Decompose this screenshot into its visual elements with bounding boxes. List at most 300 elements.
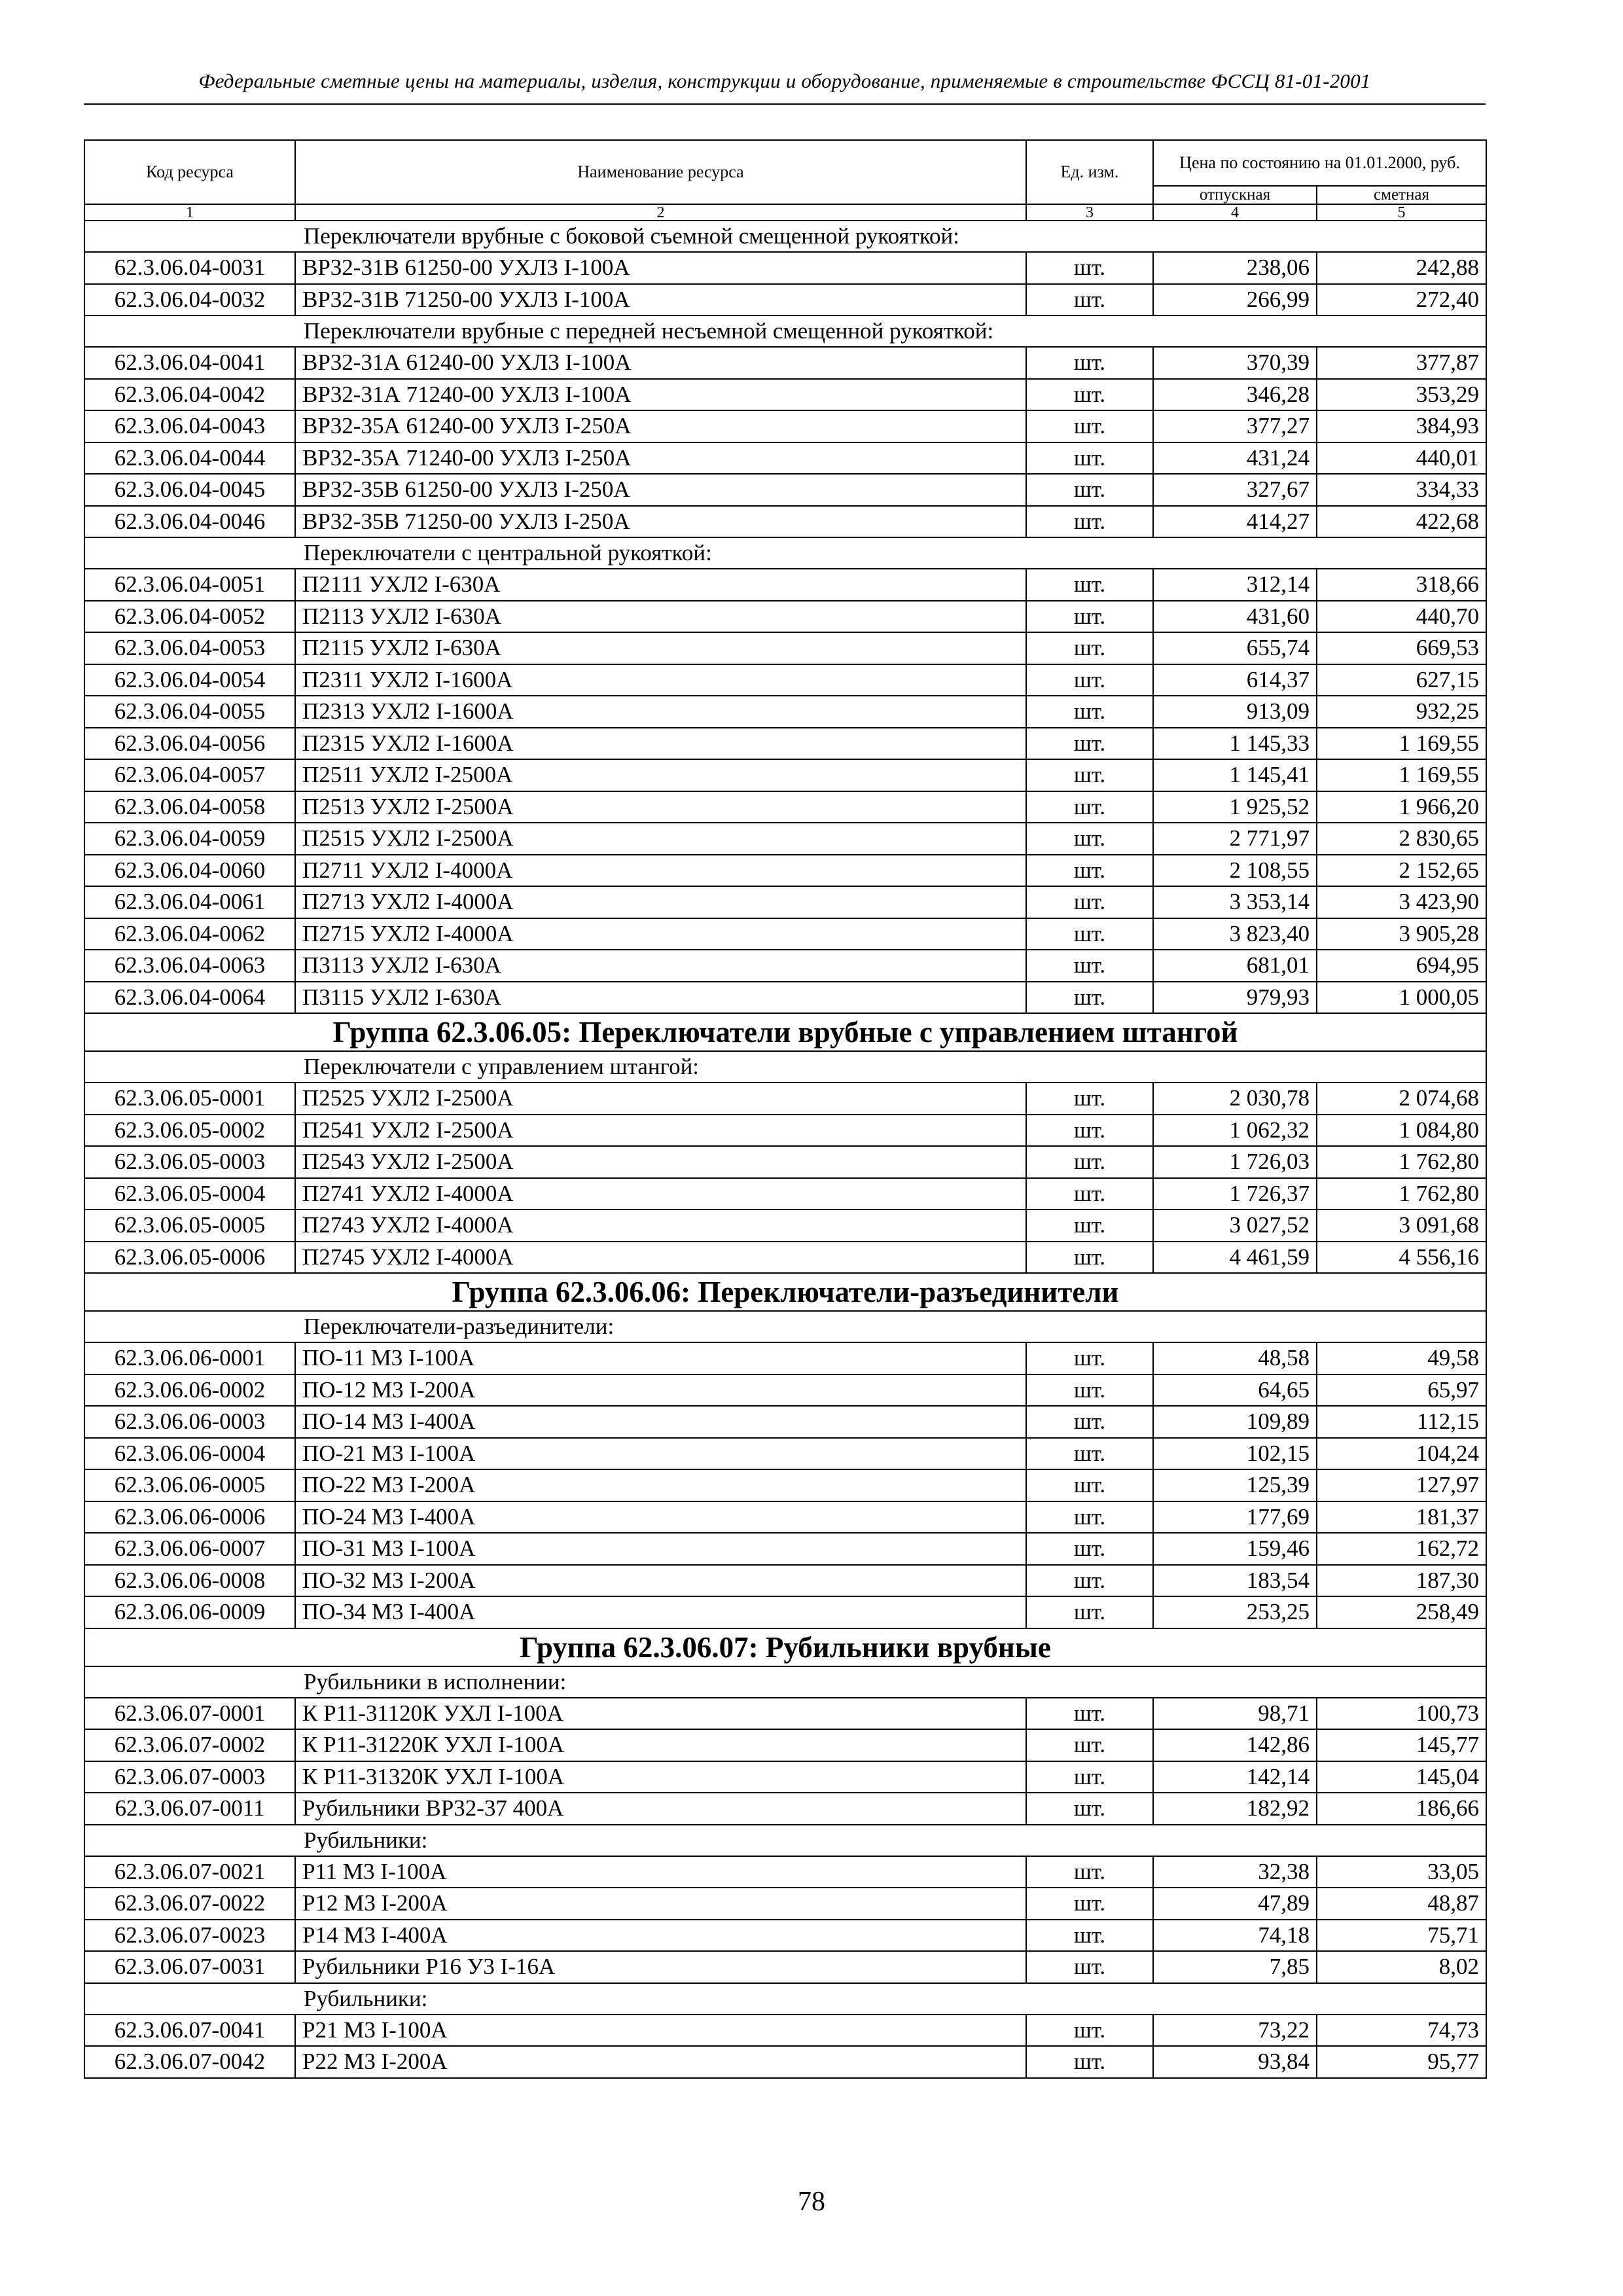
resource-name-cell: ВР32-31В 71250-00 УХЛ3 I-100А <box>295 284 1026 316</box>
resource-code-cell: 62.3.06.04-0058 <box>84 791 295 823</box>
resource-name-cell: П2315 УХЛ2 I-1600А <box>295 728 1026 760</box>
estimate-price-cell: 162,72 <box>1317 1533 1486 1565</box>
resource-name-cell: П2745 УХЛ2 I-4000А <box>295 1242 1026 1274</box>
resource-code-cell: 62.3.06.05-0004 <box>84 1178 295 1210</box>
table-header <box>84 140 1486 221</box>
release-price-cell: 3 027,52 <box>1153 1210 1317 1242</box>
resource-code-cell: 62.3.06.04-0061 <box>84 886 295 918</box>
table-row <box>84 1533 1486 1565</box>
subsection-row <box>84 537 1486 569</box>
resource-code-cell: 62.3.06.07-0011 <box>84 1793 295 1825</box>
resource-code-cell: 62.3.06.04-0032 <box>84 284 295 316</box>
group-heading: Группа 62.3.06.06: Переключатели-разъединители <box>84 1273 1486 1311</box>
subsection-row <box>84 315 1486 347</box>
running-header: Федеральные сметные цены на материалы, изделия, конструкции и оборудование, применяемые в строительстве ФССЦ 81-01-2001 <box>198 69 1371 92</box>
release-price-cell: 431,60 <box>1153 601 1317 633</box>
subsection-title: Рубильники: <box>84 1983 1486 2015</box>
table-row <box>84 1596 1486 1628</box>
resource-name-cell: ПО-24 М3 I-400А <box>295 1501 1026 1534</box>
unit-cell: шт. <box>1026 569 1153 601</box>
release-price-cell: 7,85 <box>1153 1951 1317 1983</box>
unit-cell: шт. <box>1026 1951 1153 1983</box>
estimate-price-cell: 694,95 <box>1317 950 1486 982</box>
unit-cell: шт. <box>1026 664 1153 696</box>
estimate-price-cell: 33,05 <box>1317 1856 1486 1888</box>
table-row <box>84 1406 1486 1438</box>
release-price-cell: 1 062,32 <box>1153 1115 1317 1147</box>
unit-cell: шт. <box>1026 1438 1153 1470</box>
table-row <box>84 410 1486 442</box>
table-row <box>84 1342 1486 1374</box>
release-price-cell: 73,22 <box>1153 2015 1317 2047</box>
resource-code-cell: 62.3.06.04-0046 <box>84 506 295 538</box>
unit-cell: шт. <box>1026 1342 1153 1374</box>
unit-cell: шт. <box>1026 982 1153 1014</box>
resource-code-cell: 62.3.06.05-0001 <box>84 1083 295 1115</box>
resource-code-cell: 62.3.06.06-0004 <box>84 1438 295 1470</box>
resource-code-cell: 62.3.06.04-0043 <box>84 410 295 442</box>
table-row <box>84 664 1486 696</box>
table-row <box>84 1729 1486 1761</box>
estimate-price-cell: 272,40 <box>1317 284 1486 316</box>
resource-name-cell: К Р11-31220К УХЛ I-100А <box>295 1729 1026 1761</box>
resource-name-cell: П2715 УХЛ2 I-4000А <box>295 918 1026 950</box>
resource-code-cell: 62.3.06.07-0031 <box>84 1951 295 1983</box>
estimate-price-cell: 145,77 <box>1317 1729 1486 1761</box>
subsection-row <box>84 1051 1486 1083</box>
release-price-cell: 3 353,14 <box>1153 886 1317 918</box>
table-row <box>84 1083 1486 1115</box>
release-price-cell: 159,46 <box>1153 1533 1317 1565</box>
resource-code-cell: 62.3.06.04-0055 <box>84 696 295 728</box>
estimate-price-cell: 181,37 <box>1317 1501 1486 1534</box>
table-row <box>84 1856 1486 1888</box>
release-price-cell: 1 925,52 <box>1153 791 1317 823</box>
estimate-price-cell: 3 423,90 <box>1317 886 1486 918</box>
resource-name-cell: П2525 УХЛ2 I-2500А <box>295 1083 1026 1115</box>
group-heading-row <box>84 1013 1486 1051</box>
estimate-price-cell: 48,87 <box>1317 1888 1486 1920</box>
estimate-price-cell: 1 169,55 <box>1317 728 1486 760</box>
resource-code-cell: 62.3.06.04-0044 <box>84 442 295 475</box>
subsection-row <box>84 221 1486 252</box>
unit-cell: шт. <box>1026 1698 1153 1730</box>
subsection-title: Переключатели врубные с передней несъемной смещенной рукояткой: <box>84 315 1486 347</box>
resource-name-cell: П2313 УХЛ2 I-1600А <box>295 696 1026 728</box>
resource-code-cell: 62.3.06.07-0001 <box>84 1698 295 1730</box>
release-price-cell: 431,24 <box>1153 442 1317 475</box>
estimate-price-cell: 1 169,55 <box>1317 759 1486 791</box>
unit-cell: шт. <box>1026 1596 1153 1628</box>
release-price-cell: 98,71 <box>1153 1698 1317 1730</box>
estimate-price-cell: 1 762,80 <box>1317 1146 1486 1178</box>
table-row <box>84 1501 1486 1534</box>
unit-cell: шт. <box>1026 347 1153 379</box>
table-row <box>84 1888 1486 1920</box>
resource-name-cell: ПО-22 М3 I-200А <box>295 1469 1026 1501</box>
unit-cell: шт. <box>1026 1242 1153 1274</box>
col-num: 3 <box>1026 204 1153 221</box>
table-row <box>84 1146 1486 1178</box>
unit-cell: шт. <box>1026 1729 1153 1761</box>
resource-name-cell: П3115 УХЛ2 I-630А <box>295 982 1026 1014</box>
table-row <box>84 1951 1486 1983</box>
table-row <box>84 2015 1486 2047</box>
estimate-price-cell: 65,97 <box>1317 1374 1486 1407</box>
table-row <box>84 252 1486 284</box>
release-price-cell: 109,89 <box>1153 1406 1317 1438</box>
resource-code-cell: 62.3.06.04-0057 <box>84 759 295 791</box>
estimate-price-cell: 112,15 <box>1317 1406 1486 1438</box>
resource-name-cell: ВР32-35А 61240-00 УХЛ3 I-250А <box>295 410 1026 442</box>
resource-name-cell: ПО-32 М3 I-200А <box>295 1565 1026 1597</box>
resource-name-cell: П2311 УХЛ2 I-1600А <box>295 664 1026 696</box>
release-price-cell: 177,69 <box>1153 1501 1317 1534</box>
header-rule <box>84 103 1486 105</box>
estimate-price-cell: 377,87 <box>1317 347 1486 379</box>
resource-name-cell: ПО-14 М3 I-400А <box>295 1406 1026 1438</box>
resource-code-cell: 62.3.06.04-0054 <box>84 664 295 696</box>
table-row <box>84 918 1486 950</box>
release-price-cell: 238,06 <box>1153 252 1317 284</box>
release-price-cell: 979,93 <box>1153 982 1317 1014</box>
group-heading: Группа 62.3.06.07: Рубильники врубные <box>84 1628 1486 1666</box>
release-price-cell: 64,65 <box>1153 1374 1317 1407</box>
resource-code-cell: 62.3.06.06-0002 <box>84 1374 295 1407</box>
unit-cell: шт. <box>1026 474 1153 506</box>
unit-cell: шт. <box>1026 1793 1153 1825</box>
table-row <box>84 1793 1486 1825</box>
unit-cell: шт. <box>1026 1533 1153 1565</box>
table-row <box>84 1565 1486 1597</box>
table-row <box>84 1469 1486 1501</box>
table-row <box>84 284 1486 316</box>
resource-code-cell: 62.3.06.04-0053 <box>84 632 295 664</box>
release-price-cell: 182,92 <box>1153 1793 1317 1825</box>
release-price-cell: 3 823,40 <box>1153 918 1317 950</box>
col-estimate-header: сметная <box>1317 186 1486 204</box>
unit-cell: шт. <box>1026 1761 1153 1793</box>
release-price-cell: 125,39 <box>1153 1469 1317 1501</box>
unit-cell: шт. <box>1026 1501 1153 1534</box>
estimate-price-cell: 3 905,28 <box>1317 918 1486 950</box>
column-numbers-row <box>84 204 1486 221</box>
group-heading-row <box>84 1628 1486 1666</box>
estimate-price-cell: 74,73 <box>1317 2015 1486 2047</box>
release-price-cell: 2 771,97 <box>1153 823 1317 855</box>
estimate-price-cell: 1 762,80 <box>1317 1178 1486 1210</box>
table-row <box>84 950 1486 982</box>
resource-name-cell: Р11 М3 I-100А <box>295 1856 1026 1888</box>
resource-code-cell: 62.3.06.07-0003 <box>84 1761 295 1793</box>
release-price-cell: 93,84 <box>1153 2046 1317 2078</box>
resource-code-cell: 62.3.06.06-0003 <box>84 1406 295 1438</box>
estimate-price-cell: 1 084,80 <box>1317 1115 1486 1147</box>
unit-cell: шт. <box>1026 2015 1153 2047</box>
table-row <box>84 347 1486 379</box>
resource-code-cell: 62.3.06.06-0005 <box>84 1469 295 1501</box>
unit-cell: шт. <box>1026 855 1153 887</box>
table-row <box>84 823 1486 855</box>
resource-name-cell: К Р11-31320К УХЛ I-100А <box>295 1761 1026 1793</box>
table-row <box>84 696 1486 728</box>
unit-cell: шт. <box>1026 442 1153 475</box>
col-release-header: отпускная <box>1153 186 1317 204</box>
release-price-cell: 370,39 <box>1153 347 1317 379</box>
release-price-cell: 913,09 <box>1153 696 1317 728</box>
table-row <box>84 759 1486 791</box>
col-name-header: Наименование ресурса <box>295 140 1026 204</box>
resource-name-cell: П2111 УХЛ2 I-630А <box>295 569 1026 601</box>
table-row <box>84 2046 1486 2078</box>
release-price-cell: 346,28 <box>1153 379 1317 411</box>
unit-cell: шт. <box>1026 1146 1153 1178</box>
resource-code-cell: 62.3.06.04-0045 <box>84 474 295 506</box>
unit-cell: шт. <box>1026 284 1153 316</box>
estimate-price-cell: 100,73 <box>1317 1698 1486 1730</box>
unit-cell: шт. <box>1026 379 1153 411</box>
release-price-cell: 2 030,78 <box>1153 1083 1317 1115</box>
table-row <box>84 601 1486 633</box>
release-price-cell: 1 145,33 <box>1153 728 1317 760</box>
estimate-price-cell: 75,71 <box>1317 1920 1486 1952</box>
release-price-cell: 614,37 <box>1153 664 1317 696</box>
unit-cell: шт. <box>1026 252 1153 284</box>
resource-name-cell: П3113 УХЛ2 I-630А <box>295 950 1026 982</box>
resource-code-cell: 62.3.06.04-0056 <box>84 728 295 760</box>
resource-name-cell: ВР32-35В 71250-00 УХЛ3 I-250А <box>295 506 1026 538</box>
resource-code-cell: 62.3.06.04-0052 <box>84 601 295 633</box>
col-code-header: Код ресурса <box>84 140 295 204</box>
estimate-price-cell: 95,77 <box>1317 2046 1486 2078</box>
release-price-cell: 1 726,03 <box>1153 1146 1317 1178</box>
resource-code-cell: 62.3.06.07-0022 <box>84 1888 295 1920</box>
col-num: 4 <box>1153 204 1317 221</box>
estimate-price-cell: 258,49 <box>1317 1596 1486 1628</box>
subsection-title: Переключатели с центральной рукояткой: <box>84 537 1486 569</box>
release-price-cell: 32,38 <box>1153 1856 1317 1888</box>
resource-code-cell: 62.3.06.04-0062 <box>84 918 295 950</box>
estimate-price-cell: 4 556,16 <box>1317 1242 1486 1274</box>
estimate-price-cell: 440,01 <box>1317 442 1486 475</box>
resource-code-cell: 62.3.06.04-0051 <box>84 569 295 601</box>
release-price-cell: 1 726,37 <box>1153 1178 1317 1210</box>
group-heading: Группа 62.3.06.05: Переключатели врубные с управлением штангой <box>84 1013 1486 1051</box>
resource-code-cell: 62.3.06.05-0005 <box>84 1210 295 1242</box>
release-price-cell: 266,99 <box>1153 284 1317 316</box>
unit-cell: шт. <box>1026 1888 1153 1920</box>
resource-code-cell: 62.3.06.05-0002 <box>84 1115 295 1147</box>
estimate-price-cell: 440,70 <box>1317 601 1486 633</box>
resource-name-cell: К Р11-31120К УХЛ I-100А <box>295 1698 1026 1730</box>
release-price-cell: 377,27 <box>1153 410 1317 442</box>
unit-cell: шт. <box>1026 2046 1153 2078</box>
estimate-price-cell: 2 074,68 <box>1317 1083 1486 1115</box>
release-price-cell: 655,74 <box>1153 632 1317 664</box>
resource-code-cell: 62.3.06.06-0008 <box>84 1565 295 1597</box>
subsection-title: Рубильники в исполнении: <box>84 1666 1486 1698</box>
table-row <box>84 1761 1486 1793</box>
resource-name-cell: Р14 М3 I-400А <box>295 1920 1026 1952</box>
resource-name-cell: ВР32-35А 71240-00 УХЛ3 I-250А <box>295 442 1026 475</box>
resource-code-cell: 62.3.06.05-0003 <box>84 1146 295 1178</box>
resource-code-cell: 62.3.06.04-0059 <box>84 823 295 855</box>
unit-cell: шт. <box>1026 1178 1153 1210</box>
resource-name-cell: П2115 УХЛ2 I-630А <box>295 632 1026 664</box>
unit-cell: шт. <box>1026 1115 1153 1147</box>
subsection-row <box>84 1311 1486 1342</box>
table-row <box>84 1115 1486 1147</box>
subsection-row <box>84 1983 1486 2015</box>
col-price-header: Цена по состоянию на 01.01.2000, руб. <box>1153 140 1486 186</box>
estimate-price-cell: 186,66 <box>1317 1793 1486 1825</box>
resource-name-cell: ПО-34 М3 I-400А <box>295 1596 1026 1628</box>
estimate-price-cell: 145,04 <box>1317 1761 1486 1793</box>
estimate-price-cell: 353,29 <box>1317 379 1486 411</box>
resource-name-cell: П2513 УХЛ2 I-2500А <box>295 791 1026 823</box>
subsection-row <box>84 1666 1486 1698</box>
estimate-price-cell: 2 152,65 <box>1317 855 1486 887</box>
resource-code-cell: 62.3.06.06-0006 <box>84 1501 295 1534</box>
table-row <box>84 1178 1486 1210</box>
release-price-cell: 1 145,41 <box>1153 759 1317 791</box>
estimate-price-cell: 334,33 <box>1317 474 1486 506</box>
release-price-cell: 48,58 <box>1153 1342 1317 1374</box>
resource-code-cell: 62.3.06.06-0001 <box>84 1342 295 1374</box>
subsection-title: Переключатели-разъединители: <box>84 1311 1486 1342</box>
unit-cell: шт. <box>1026 1565 1153 1597</box>
resource-name-cell: ПО-11 М3 I-100А <box>295 1342 1026 1374</box>
unit-cell: шт. <box>1026 823 1153 855</box>
table-row <box>84 379 1486 411</box>
resource-name-cell: П2511 УХЛ2 I-2500А <box>295 759 1026 791</box>
release-price-cell: 102,15 <box>1153 1438 1317 1470</box>
estimate-price-cell: 422,68 <box>1317 506 1486 538</box>
estimate-price-cell: 1 000,05 <box>1317 982 1486 1014</box>
table-row <box>84 1438 1486 1470</box>
unit-cell: шт. <box>1026 1374 1153 1407</box>
table-row <box>84 1920 1486 1952</box>
estimate-price-cell: 8,02 <box>1317 1951 1486 1983</box>
unit-cell: шт. <box>1026 950 1153 982</box>
unit-cell: шт. <box>1026 1469 1153 1501</box>
release-price-cell: 4 461,59 <box>1153 1242 1317 1274</box>
release-price-cell: 47,89 <box>1153 1888 1317 1920</box>
unit-cell: шт. <box>1026 759 1153 791</box>
estimate-price-cell: 669,53 <box>1317 632 1486 664</box>
resource-name-cell: ВР32-31А 71240-00 УХЛ3 I-100А <box>295 379 1026 411</box>
table-row <box>84 855 1486 887</box>
subsection-title: Переключатели с управлением штангой: <box>84 1051 1486 1083</box>
resource-name-cell: Р22 М3 I-200А <box>295 2046 1026 2078</box>
unit-cell: шт. <box>1026 728 1153 760</box>
resource-name-cell: Рубильники Р16 У3 I-16А <box>295 1951 1026 1983</box>
table-row <box>84 1242 1486 1274</box>
release-price-cell: 74,18 <box>1153 1920 1317 1952</box>
resource-name-cell: Рубильники ВР32-37 400А <box>295 1793 1026 1825</box>
unit-cell: шт. <box>1026 601 1153 633</box>
resource-name-cell: П2741 УХЛ2 I-4000А <box>295 1178 1026 1210</box>
resource-code-cell: 62.3.06.04-0042 <box>84 379 295 411</box>
resource-name-cell: ВР32-35В 61250-00 УХЛ3 I-250А <box>295 474 1026 506</box>
table-row <box>84 474 1486 506</box>
subsection-title: Рубильники: <box>84 1825 1486 1856</box>
resource-name-cell: П2713 УХЛ2 I-4000А <box>295 886 1026 918</box>
estimate-price-cell: 932,25 <box>1317 696 1486 728</box>
release-price-cell: 681,01 <box>1153 950 1317 982</box>
release-price-cell: 2 108,55 <box>1153 855 1317 887</box>
table-row <box>84 1698 1486 1730</box>
resource-name-cell: ПО-31 М3 I-100А <box>295 1533 1026 1565</box>
resource-name-cell: П2541 УХЛ2 I-2500А <box>295 1115 1026 1147</box>
table-row <box>84 569 1486 601</box>
resource-name-cell: П2113 УХЛ2 I-630А <box>295 601 1026 633</box>
resource-code-cell: 62.3.06.04-0063 <box>84 950 295 982</box>
col-num: 1 <box>84 204 295 221</box>
table-row <box>84 1374 1486 1407</box>
table-row <box>84 1210 1486 1242</box>
resource-code-cell: 62.3.06.04-0041 <box>84 347 295 379</box>
resource-name-cell: Р12 М3 I-200А <box>295 1888 1026 1920</box>
resource-code-cell: 62.3.06.06-0007 <box>84 1533 295 1565</box>
col-num: 5 <box>1317 204 1486 221</box>
unit-cell: шт. <box>1026 1856 1153 1888</box>
release-price-cell: 253,25 <box>1153 1596 1317 1628</box>
resource-code-cell: 62.3.06.07-0002 <box>84 1729 295 1761</box>
table-row <box>84 506 1486 538</box>
estimate-price-cell: 242,88 <box>1317 252 1486 284</box>
estimate-price-cell: 3 091,68 <box>1317 1210 1486 1242</box>
table-row <box>84 442 1486 475</box>
table-row <box>84 886 1486 918</box>
resource-code-cell: 62.3.06.06-0009 <box>84 1596 295 1628</box>
resource-code-cell: 62.3.06.04-0064 <box>84 982 295 1014</box>
release-price-cell: 312,14 <box>1153 569 1317 601</box>
release-price-cell: 414,27 <box>1153 506 1317 538</box>
resource-name-cell: ПО-21 М3 I-100А <box>295 1438 1026 1470</box>
unit-cell: шт. <box>1026 1210 1153 1242</box>
resource-code-cell: 62.3.06.07-0042 <box>84 2046 295 2078</box>
price-table <box>84 139 1487 2079</box>
resource-code-cell: 62.3.06.04-0060 <box>84 855 295 887</box>
estimate-price-cell: 104,24 <box>1317 1438 1486 1470</box>
resource-name-cell: ВР32-31В 61250-00 УХЛ3 I-100А <box>295 252 1026 284</box>
resource-name-cell: П2543 УХЛ2 I-2500А <box>295 1146 1026 1178</box>
release-price-cell: 142,14 <box>1153 1761 1317 1793</box>
unit-cell: шт. <box>1026 506 1153 538</box>
estimate-price-cell: 318,66 <box>1317 569 1486 601</box>
table-row <box>84 791 1486 823</box>
estimate-price-cell: 2 830,65 <box>1317 823 1486 855</box>
estimate-price-cell: 1 966,20 <box>1317 791 1486 823</box>
unit-cell: шт. <box>1026 1083 1153 1115</box>
release-price-cell: 183,54 <box>1153 1565 1317 1597</box>
estimate-price-cell: 187,30 <box>1317 1565 1486 1597</box>
resource-name-cell: П2515 УХЛ2 I-2500А <box>295 823 1026 855</box>
table-row <box>84 728 1486 760</box>
group-heading-row <box>84 1273 1486 1311</box>
table-row <box>84 632 1486 664</box>
page-number: 78 <box>798 2187 825 2217</box>
unit-cell: шт. <box>1026 791 1153 823</box>
resource-name-cell: Р21 М3 I-100А <box>295 2015 1026 2047</box>
estimate-price-cell: 627,15 <box>1317 664 1486 696</box>
table-body <box>84 221 1486 2078</box>
estimate-price-cell: 384,93 <box>1317 410 1486 442</box>
table-row <box>84 982 1486 1014</box>
unit-cell: шт. <box>1026 632 1153 664</box>
unit-cell: шт. <box>1026 1406 1153 1438</box>
